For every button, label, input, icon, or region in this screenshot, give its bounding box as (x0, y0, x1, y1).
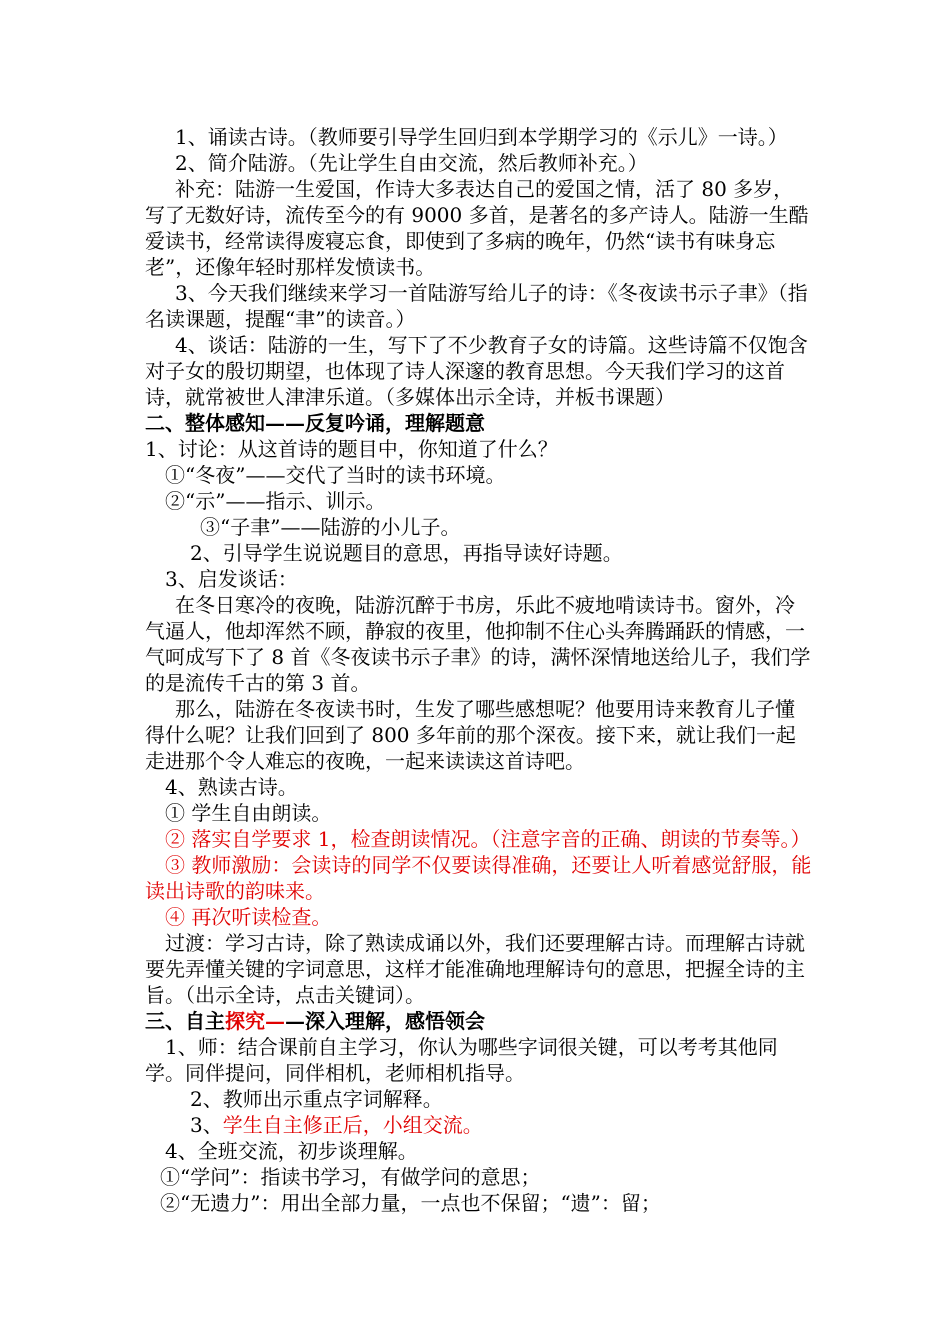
paragraph: 2、简介陆游。（先让学生自由交流，然后教师补充。） (175, 151, 648, 175)
paragraph: 2、引导学生说说题目的意思，再指导读好诗题。 (190, 541, 623, 565)
section-heading: 三、自主探究——深入理解，感悟领会 (145, 1009, 485, 1033)
paragraph: 1、师：结合课前自主学习，你认为哪些字词很关键，可以考考其他同学。同伴提问，同伴相机，老师相机指导。 (145, 1035, 778, 1085)
paragraph: ② 落实自学要求 1，检查朗读情况。（注意字音的正确、朗读的节奏等。） (165, 827, 811, 851)
paragraph: 4、熟读古诗。 (165, 775, 298, 799)
paragraph: ②“无遗力”：用出全部力量，一点也不保留；“遗”：留； (160, 1191, 661, 1215)
highlight-text: 学生自主修正后，小组交流。 (222, 1113, 483, 1137)
paragraph: 那么，陆游在冬夜读书时，生发了哪些感想呢？他要用诗来教育儿子懂得什么呢？让我们回到了 800 多年前的那个深夜。接下来，就让我们一起走进那个令人难忘的夜晚，一起来读读这首诗吧。 (145, 697, 796, 773)
paragraph: ① 学生自由朗读。 (165, 801, 332, 825)
paragraph: ③“子聿”——陆游的小儿子。 (200, 515, 461, 539)
paragraph: ③ 教师激励：会读诗的同学不仅要读得准确，还要让人听着感觉舒服，能读出诗歌的韵味来。 (145, 853, 812, 903)
paragraph: 补充：陆游一生爱国，作诗大多表达自己的爱国之情，活了 80 多岁，写了无数好诗，流传至今的有 9000 多首，是著名的多产诗人。陆游一生酷爱读书，经常读得废寝忘食，即使到了多病的晚年，仍然“读书有味身忘老”，还像年轻时那样发愤读书。 (145, 177, 809, 279)
paragraph: 1、讨论：从这首诗的题目中，你知道了什么？ (145, 437, 558, 461)
paragraph: ①“冬夜”——交代了当时的读书环境。 (165, 463, 506, 487)
paragraph: ①“学问”：指读书学习，有做学问的意思； (160, 1165, 541, 1189)
paragraph: 2、教师出示重点字词解释。 (190, 1087, 443, 1111)
paragraph: ②“示”——指示、训示。 (165, 489, 386, 513)
section-heading: 二、整体感知——反复吟诵，理解题意 (145, 411, 485, 435)
paragraph: 3、今天我们继续来学习一首陆游写给儿子的诗：《冬夜读书示子聿》（指名读课题，提醒“聿”的读音。） (145, 281, 808, 331)
paragraph: 过渡：学习古诗，除了熟读成诵以外，我们还要理解古诗。而理解古诗就要先弄懂关键的字词意思，这样才能准确地理解诗句的意思，把握全诗的主旨。（出示全诗，点击关键词）。 (145, 931, 805, 1007)
document-page (145, 124, 813, 1216)
paragraph: 3、学生自主修正后，小组交流。 (190, 1113, 483, 1137)
paragraph: 在冬日寒冷的夜晚，陆游沉醉于书房，乐此不疲地啃读诗书。窗外，冷气逼人，他却浑然不顾，静寂的夜里，他抑制不住心头奔腾踊跃的情感，一气呵成写下了 8 首《冬夜读书示子聿》的诗，满怀深情地送给儿子，我们学的是流传千古的第 3 首。 (145, 593, 811, 695)
highlight-text: 探究— (225, 1009, 285, 1033)
paragraph: ④ 再次听读检查。 (165, 905, 332, 929)
paragraph: 3、启发谈话： (165, 567, 298, 591)
paragraph: 1、诵读古诗。（教师要引导学生回归到本学期学习的《示儿》一诗。） (175, 125, 788, 149)
paragraph: 4、全班交流，初步谈理解。 (165, 1139, 418, 1163)
paragraph: 4、谈话：陆游的一生，写下了不少教育子女的诗篇。这些诗篇不仅饱含对子女的殷切期望，也体现了诗人深邃的教育思想。今天我们学习的这首诗，就常被世人津津乐道。（多媒体出示全诗，并板书课题） (145, 333, 808, 409)
